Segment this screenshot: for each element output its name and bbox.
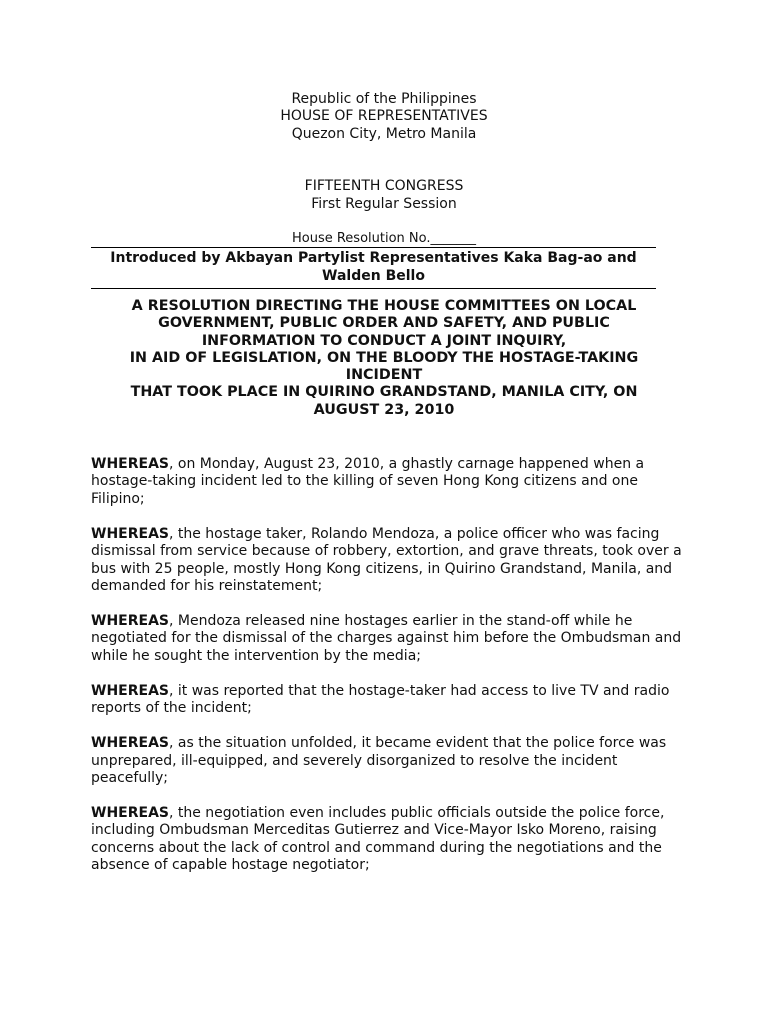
whereas-clauses — [91, 456, 691, 892]
title-line: IN AID OF LEGISLATION, ON THE BLOODY THE HOSTAGE-TAKING — [129, 349, 639, 366]
title-line: A RESOLUTION DIRECTING THE HOUSE COMMITTEES ON LOCAL — [131, 298, 637, 314]
congress-line: FIFTEENTH CONGRESS — [304, 178, 464, 194]
location-line: Quezon City, Metro Manila — [291, 126, 477, 142]
session-line: First Regular Session — [311, 196, 457, 212]
whereas-paragraph — [91, 683, 691, 718]
whereas-label: WHEREAS — [91, 613, 169, 630]
whereas-paragraph — [91, 526, 691, 596]
title-line: AUGUST 23, 2010 — [313, 401, 455, 418]
republic-line: Republic of the Philippines — [291, 91, 477, 107]
whereas-label: WHEREAS — [91, 456, 169, 472]
bottom-rule — [91, 288, 656, 289]
title-line: INFORMATION TO CONDUCT A JOINT INQUIRY, — [201, 332, 567, 349]
title-line: INCIDENT — [345, 367, 423, 384]
paragraph-text: , the negotiation even includes public officials outside the police force, including Ombudsman Merceditas Gutierrez and Vice-Mayor Isko Moreno, raising concerns about the lack of control and command during the negotiations and the absence of capable hostage negotiator; — [91, 805, 665, 874]
whereas-label: WHEREAS — [91, 525, 169, 542]
whereas-paragraph — [91, 613, 691, 665]
resolution-number: House Resolution No._______ — [291, 231, 476, 246]
paragraph-text: , as the situation unfolded, it became evident that the police force was unprepared, ill-equipped, and severely disorganized to resolve the incident peacefully; — [91, 735, 667, 787]
paragraph-text: , on Monday, August 23, 2010, a ghastly carnage happened when a hostage-taking incident led to the killing of seven Hong Kong citizens and one Filipino; — [91, 456, 645, 507]
title-line: GOVERNMENT, PUBLIC ORDER AND SAFETY, AND PUBLIC — [158, 315, 610, 332]
resolution-title — [100, 298, 668, 419]
paragraph-text: , Mendoza released nine hostages earlier in the stand-off while he negotiated for the dismissal of the charges against him before the Ombudsman and while he sought the intervention by the media; — [91, 613, 682, 664]
paragraph-text: , the hostage taker, Rolando Mendoza, a police officer who was facing dismissal from service because of robbery, extortion, and grave threats, took over a bus with 25 people, mostly Hong Kong citizens, in Quirino Grandstand, Manila, and demanded for his reinstatement; — [91, 525, 682, 595]
whereas-paragraph — [91, 456, 691, 508]
paragraph-text: , it was reported that the hostage-taker had access to live TV and radio reports of the incident; — [91, 682, 670, 717]
whereas-paragraph — [91, 735, 691, 787]
title-line: THAT TOOK PLACE IN QUIRINO GRANDSTAND, MANILA CITY, ON — [130, 384, 638, 401]
top-rule — [91, 247, 656, 248]
whereas-label: WHEREAS — [91, 805, 169, 822]
house-line: HOUSE OF REPRESENTATIVES — [280, 108, 488, 124]
whereas-label: WHEREAS — [91, 682, 169, 699]
whereas-paragraph — [91, 805, 691, 875]
whereas-label: WHEREAS — [91, 735, 169, 752]
introduced-by: Introduced by Akbayan Partylist Representatives Kaka Bag-ao and Walden Bello — [110, 250, 637, 284]
